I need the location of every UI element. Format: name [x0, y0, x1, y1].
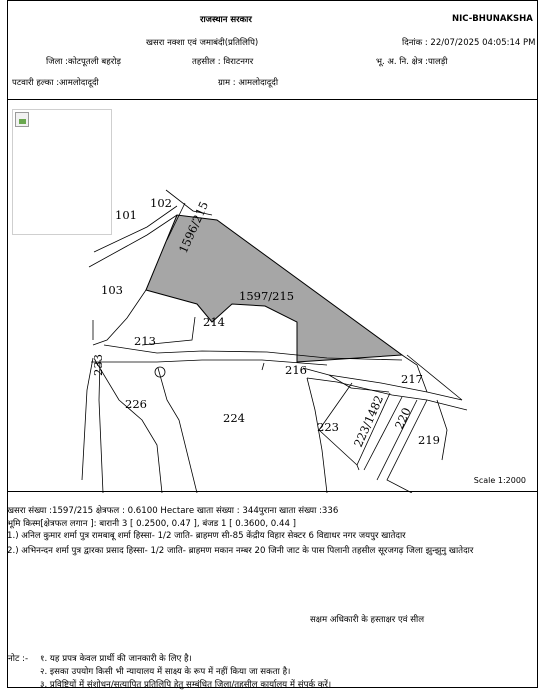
note-1: १. यह प्रपत्र केवल प्रार्थी की जानकारी के लिए है। — [40, 654, 192, 664]
land-record-circle: भू. अ. नि. क्षेत्र :पालड़ी — [376, 57, 448, 67]
parcel-label-216: 216 — [285, 363, 307, 377]
broken-image-icon — [15, 112, 29, 127]
parcel-label-224: 224 — [223, 411, 245, 425]
doc-title: खसरा नक्शा एवं जमाबंदी(प्रतिलिपि) — [146, 38, 259, 48]
note-2: २. इसका उपयोग किसी भी न्यायालय में साक्ष्य के रूप में नहीं किया जा सकता है। — [40, 667, 291, 677]
tehsil: तहसील : विराटनगर — [192, 57, 254, 67]
patwar-halka: पटवारी हल्का :आमलोदादूदी — [12, 78, 99, 88]
parcel-label-101: 101 — [115, 208, 137, 222]
parcel-label-1596-215: 1596/215 — [175, 199, 212, 256]
parcel-label-233: 233 — [91, 354, 105, 376]
parcel-label-223-1482: 223/1482 — [350, 393, 387, 450]
parcel-label-220: 220 — [391, 405, 414, 432]
org-name: राजस्थान सरकार — [200, 15, 252, 25]
map-scale: Scale 1:2000 — [473, 476, 526, 485]
parcel-label-223: 223 — [317, 420, 339, 434]
parcel-label-226: 226 — [125, 397, 147, 411]
land-type: भूमि किस्म[क्षेत्रफल लगान ]: बारानी 3 [ 0.2500, 0.47 ], बंजड 1 [ 0.3600, 0.44 ] — [7, 519, 297, 529]
broken-image-placeholder — [12, 109, 112, 235]
owner-1: 1.) अनिल कुमार शर्मा पुत्र रामबाबू शर्मा हिस्सा- 1/2 जाति- ब्राहमण सी-85 केंद्रीय विहार सेक्टर 6 विद्याधर नगर जयपुर खातेदार — [7, 531, 406, 541]
parcel-label-1597-215: 1597/215 — [239, 289, 295, 303]
parcel-label-217: 217 — [401, 372, 423, 386]
note-label: नोट :- — [8, 654, 29, 664]
site-name: NIC-BHUNAKSHA — [452, 14, 533, 24]
khasra-details: खसरा संख्या :1597/215 क्षेत्रफल : 0.6100 Hectare खाता संख्या : 344पुराना खाता संख्या :336 — [7, 506, 339, 516]
parcel-label-219: 219 — [418, 433, 440, 447]
district: जिला :कोटपूतली बहरोड़ — [46, 57, 121, 67]
village: ग्राम : आमलोदादूदी — [218, 78, 279, 88]
note-3: ३. प्रविष्टियों में संशोधन/सत्यापित प्रतिलिपि हेतु सम्बंधित जिला/तहसील कार्यालय में संपर्क करें। — [40, 680, 332, 690]
parcel-label-213: 213 — [134, 334, 156, 348]
khasra-map — [7, 99, 538, 492]
signature-line: सक्षम अधिकारी के हस्ताक्षर एवं सील — [310, 615, 425, 625]
owner-2: 2.) अभिनन्दन शर्मा पुत्र द्वारका प्रसाद हिस्सा- 1/2 जाति- ब्राहमण मकान नम्बर 20 जिनी जाट के पास पिलानी तहसील सूरजगढ़ जिला झुन्झुनु खातेदार — [7, 546, 474, 556]
parcel-label-214: 214 — [203, 315, 225, 329]
print-date: दिनांक : 22/07/2025 04:05:14 PM — [402, 38, 536, 48]
parcel-label-103: 103 — [101, 283, 123, 297]
parcel-label-102: 102 — [150, 196, 172, 210]
